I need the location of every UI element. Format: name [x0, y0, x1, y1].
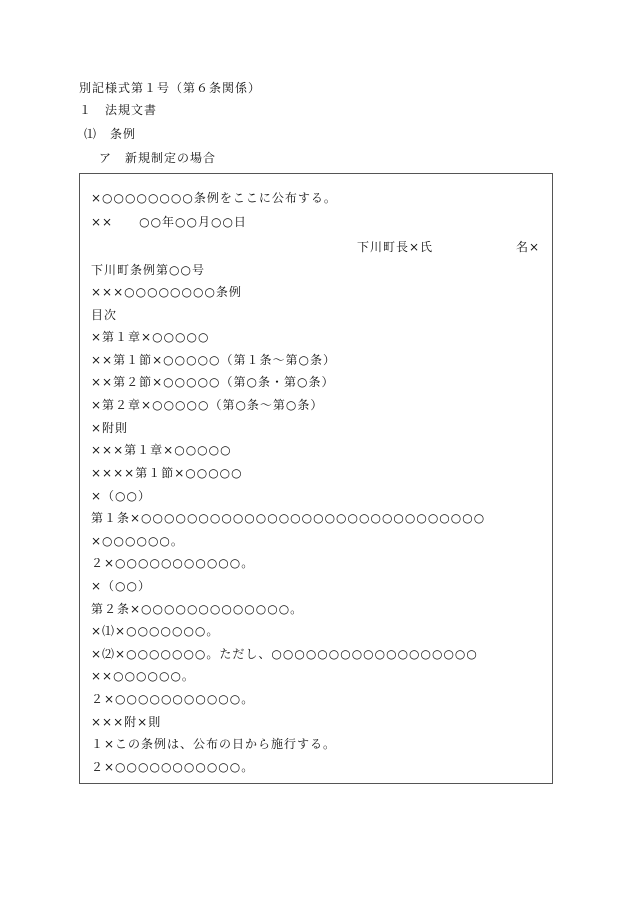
paragraph-text: ２×○○○○○○○○○○○。	[91, 692, 255, 706]
paragraph-text: ２×○○○○○○○○○○○。	[91, 556, 255, 570]
article-caption: ×（○○）	[91, 489, 151, 503]
supplementary-heading: ×××附×則	[91, 715, 162, 729]
item-heading: ア 新規制定の場合	[99, 151, 217, 165]
supplementary-text: ２×○○○○○○○○○○○。	[91, 760, 255, 774]
mayor-title: 下川町長×氏	[357, 240, 434, 254]
toc-item: ××第２節×○○○○○（第○条・第○条）	[91, 375, 335, 389]
ordinance-frame	[79, 173, 553, 784]
item-text: ×⑵×○○○○○○○。ただし、○○○○○○○○○○○○○○○○○○	[91, 647, 478, 661]
ordinance-title: ×××○○○○○○○○条例	[91, 285, 242, 299]
article-text: ×○○○○○○。	[91, 534, 184, 548]
item-text: ×⑴×○○○○○○○。	[91, 624, 220, 638]
ordinance-number: 下川町条例第○○号	[91, 263, 205, 277]
subsection-heading: ⑴ 条例	[84, 127, 137, 141]
article-text: 第１条×○○○○○○○○○○○○○○○○○○○○○○○○○○○○○○	[91, 511, 486, 525]
toc-heading: 目次	[91, 308, 118, 322]
promulgation-line: ×○○○○○○○○条例をここに公布する。	[91, 191, 337, 205]
item-text: ××○○○○○○。	[91, 669, 195, 683]
supplementary-text: １×この条例は、公布の日から施行する。	[91, 737, 337, 751]
article-text: 第２条×○○○○○○○○○○○○○。	[91, 602, 304, 616]
toc-item: ××第１節×○○○○○（第１条～第○条）	[91, 353, 336, 367]
toc-item: ×第２章×○○○○○（第○条～第○条）	[91, 398, 324, 412]
mayor-name: 名×	[516, 240, 541, 254]
toc-item: ×附則	[91, 421, 129, 435]
article-caption: ×（○○）	[91, 579, 151, 593]
section-heading: １ 法規文書	[79, 103, 158, 117]
form-title: 別記様式第１号（第６条関係）	[79, 81, 262, 95]
date-line: ×× ○○年○○月○○日	[91, 215, 247, 229]
section-title: ××××第１節×○○○○○	[91, 466, 243, 480]
chapter-heading: ×××第１章×○○○○○	[91, 443, 232, 457]
toc-item: ×第１章×○○○○○	[91, 330, 210, 344]
